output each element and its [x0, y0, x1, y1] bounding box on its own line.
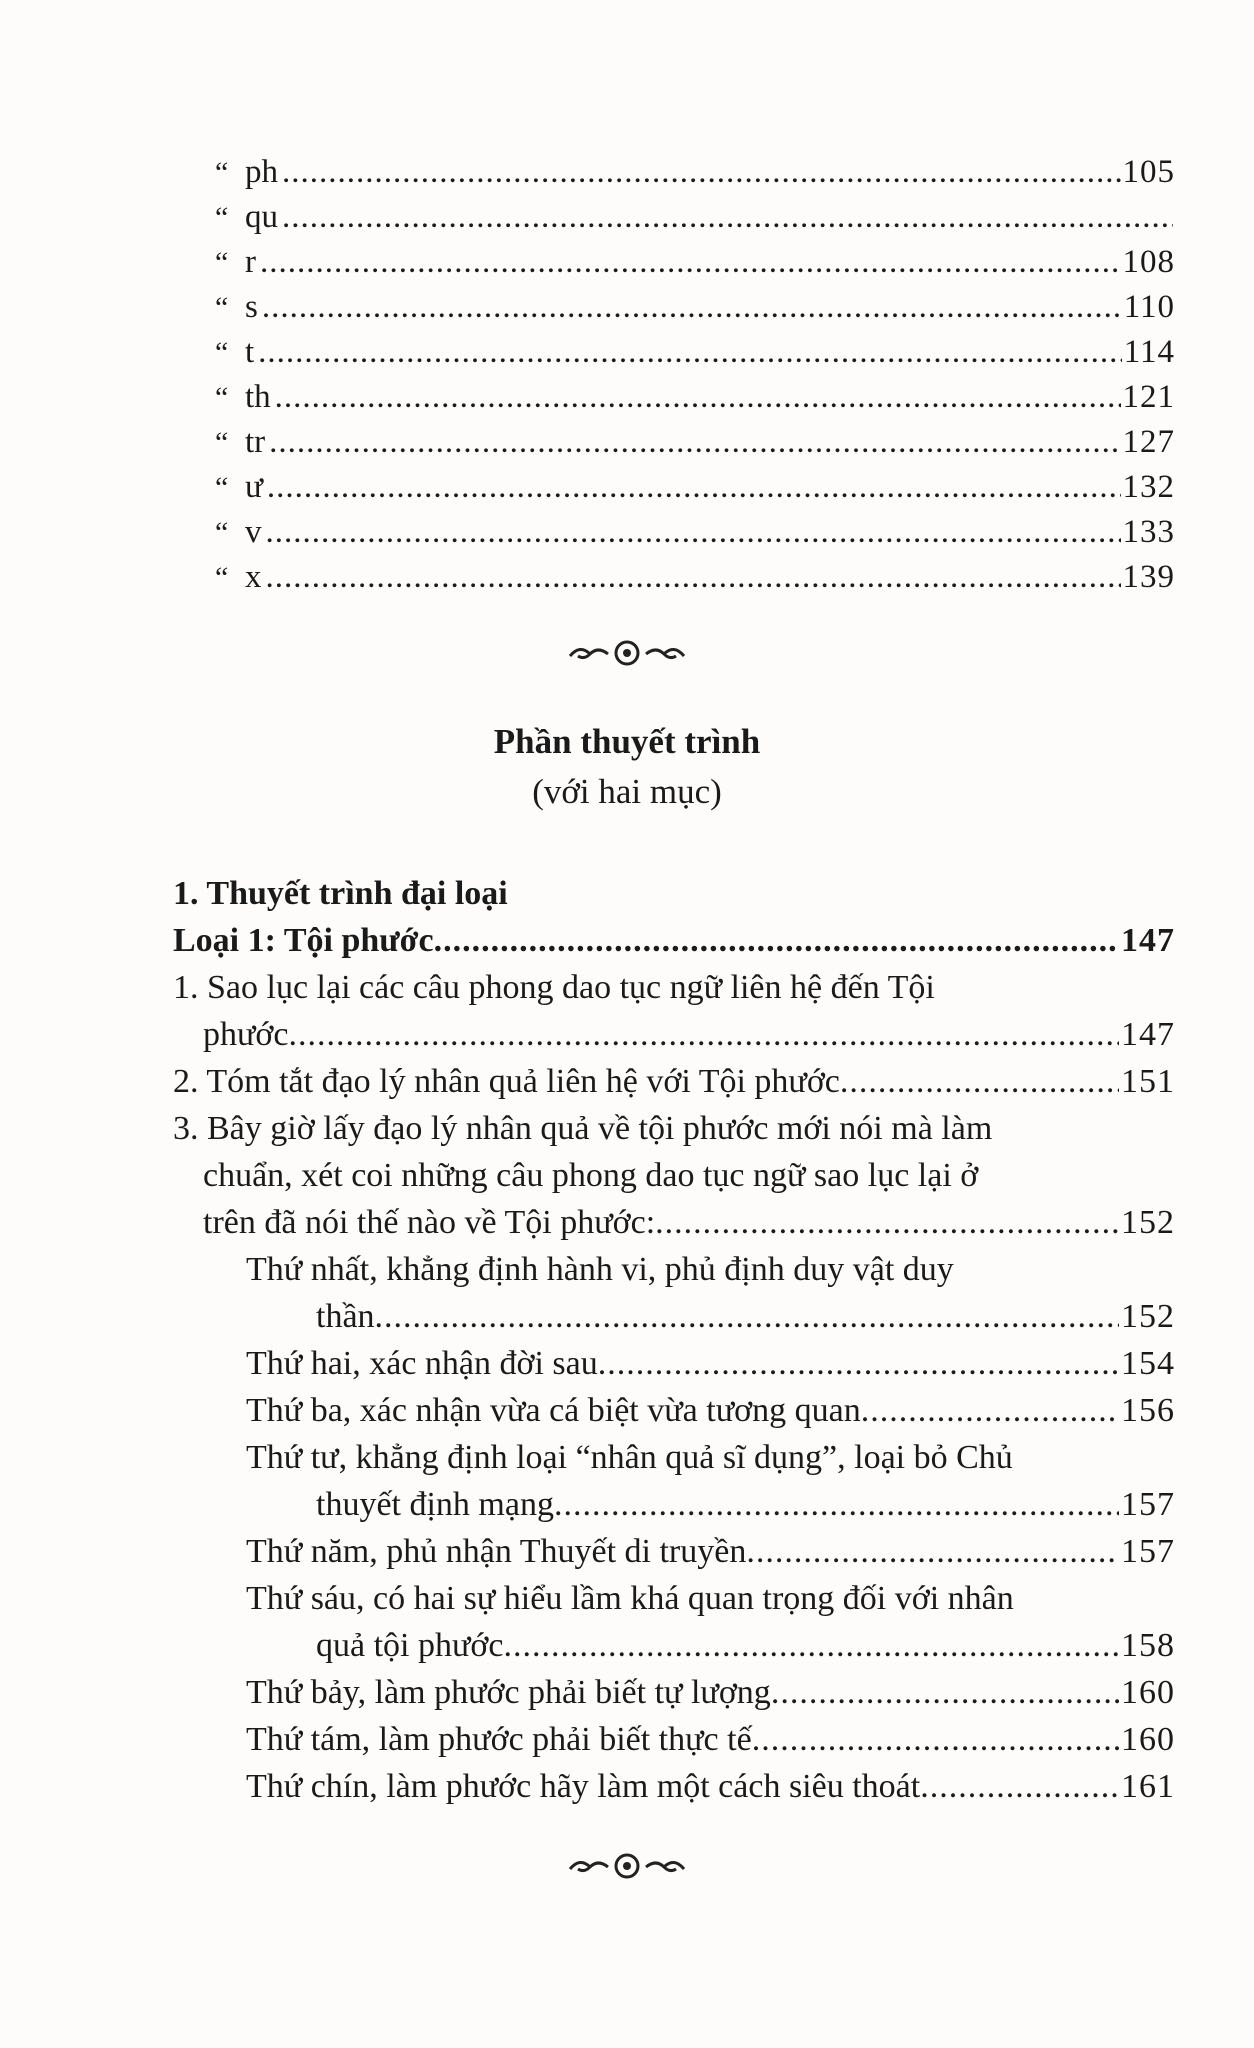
dot-leader [554, 1481, 1119, 1528]
page-number: 105 [1122, 154, 1175, 190]
dot-leader [275, 375, 1121, 420]
dot-leader [861, 1387, 1119, 1434]
table-of-contents [173, 870, 1175, 1810]
dot-leader [434, 917, 1119, 964]
toc-line: Thứ hai, xác nhận đời sau ..... 154 [173, 1340, 1175, 1387]
toc-line: thần ..... 152 [173, 1293, 1175, 1340]
index-letter: t [245, 334, 255, 370]
index-letter: r [245, 244, 256, 280]
dot-leader [920, 1763, 1119, 1810]
page-number: 121 [1122, 379, 1175, 415]
page-number: 152 [1121, 1298, 1175, 1335]
quote-mark: “ [215, 426, 229, 459]
toc-line: Thứ năm, phủ nhận Thuyết di truyền ..... 157 [173, 1528, 1175, 1575]
dot-leader [746, 1528, 1119, 1575]
toc-line: 3. Bây giờ lấy đạo lý nhân quả về tội phước mới nói mà làm [173, 1110, 993, 1147]
index-entry [215, 330, 1175, 375]
toc-line: quả tội phước ..... 158 [173, 1622, 1175, 1669]
index-entry [215, 420, 1175, 465]
page-number: 158 [1121, 1627, 1175, 1664]
toc-line: 1. Sao lục lại các câu phong dao tục ngữ liên hệ đến Tội [173, 969, 935, 1006]
index-letter: qu [245, 199, 278, 235]
toc-line: phước ..... 147 [173, 1011, 1175, 1058]
page-number: 157 [1121, 1533, 1175, 1570]
index-entry [215, 285, 1175, 330]
page-number: 114 [1123, 334, 1175, 370]
dot-leader [289, 1011, 1120, 1058]
toc-line: Thứ bảy, làm phước phải biết tự lượng ..... 160 [173, 1669, 1175, 1716]
dot-leader [282, 195, 1173, 240]
page-number: 133 [1122, 514, 1175, 550]
dot-leader [840, 1058, 1119, 1105]
quote-mark: “ [215, 246, 229, 279]
dot-leader [258, 330, 1122, 375]
index-letter: x [245, 559, 262, 595]
dot-leader [269, 420, 1120, 465]
toc-line: thuyết định mạng ..... 157 [173, 1481, 1175, 1528]
toc-line: Thứ nhất, khẳng định hành vi, phủ định duy vật duy [246, 1251, 954, 1288]
toc-heading: 1. Thuyết trình đại loại [173, 875, 508, 912]
section-title: Phần thuyết trình [493, 722, 761, 761]
index-letter: ph [245, 154, 278, 190]
dot-leader [260, 240, 1121, 285]
page-number: 108 [1122, 244, 1175, 280]
page-number: 156 [1121, 1392, 1175, 1429]
quote-mark: “ [215, 201, 229, 234]
index-entry [215, 510, 1175, 555]
dot-leader [375, 1293, 1119, 1340]
index-letter: s [245, 289, 258, 325]
toc-label: Loại 1: Tội phước [173, 922, 434, 959]
page-number: 152 [1121, 1204, 1175, 1241]
page-number: 110 [1123, 289, 1175, 325]
index-entry [215, 465, 1175, 510]
dot-leader [262, 285, 1122, 330]
floral-ornament-icon [0, 632, 1254, 670]
page-number: 160 [1121, 1674, 1175, 1711]
quote-mark: “ [215, 156, 229, 189]
quote-mark: “ [215, 336, 229, 369]
toc-line: trên đã nói thế nào về Tội phước: ..... 152 [173, 1199, 1175, 1246]
page-number: 147 [1121, 922, 1175, 959]
page-number: 160 [1121, 1721, 1175, 1758]
index-letter: ư [245, 469, 263, 505]
index-entry [215, 195, 1175, 240]
dot-leader [267, 465, 1121, 510]
dot-leader [266, 555, 1121, 600]
dot-leader [282, 150, 1121, 195]
toc-line: 2. Tóm tắt đạo lý nhân quả liên hệ với Tội phước ..... 151 [173, 1058, 1175, 1105]
index-entry [215, 375, 1175, 420]
index-letter: v [245, 514, 262, 550]
toc-line: Thứ chín, làm phước hãy làm một cách siêu thoát ..... 161 [173, 1763, 1175, 1810]
index-entry [215, 150, 1175, 195]
quote-mark: “ [215, 381, 229, 414]
page-number: 139 [1122, 559, 1175, 595]
dot-leader [598, 1340, 1119, 1387]
quote-mark: “ [215, 561, 229, 594]
section-subtitle: (với hai mục) [532, 772, 722, 811]
dot-leader [503, 1622, 1119, 1669]
quote-mark: “ [215, 516, 229, 549]
dot-leader [771, 1669, 1119, 1716]
index-entry [215, 240, 1175, 285]
dot-leader [266, 510, 1121, 555]
floral-ornament-icon [0, 1845, 1254, 1883]
quote-mark: “ [215, 471, 229, 504]
page-number: 147 [1121, 1016, 1175, 1053]
page-number: 157 [1121, 1486, 1175, 1523]
toc-line: Thứ tám, làm phước phải biết thực tế ..... 160 [173, 1716, 1175, 1763]
page-number: 127 [1122, 424, 1175, 460]
page-number: 132 [1122, 469, 1175, 505]
index-letter: tr [245, 424, 266, 460]
toc-line: chuẩn, xét coi những câu phong dao tục ngữ sao lục lại ở [203, 1157, 979, 1194]
alphabet-index-list [215, 150, 1175, 600]
index-letter: th [245, 379, 271, 415]
toc-category [173, 917, 1175, 964]
page-number: 161 [1121, 1768, 1175, 1805]
toc-line: Thứ tư, khẳng định loại “nhân quả sĩ dụng”, loại bỏ Chủ [246, 1439, 1013, 1476]
quote-mark: “ [215, 291, 229, 324]
toc-line: Thứ sáu, có hai sự hiểu lầm khá quan trọng đối với nhân [246, 1580, 1014, 1617]
page-number: 151 [1121, 1063, 1175, 1100]
dot-leader [655, 1199, 1119, 1246]
index-entry [215, 555, 1175, 600]
dot-leader [752, 1716, 1119, 1763]
page-number: 154 [1121, 1345, 1175, 1382]
toc-line: Thứ ba, xác nhận vừa cá biệt vừa tương quan ..... 156 [173, 1387, 1175, 1434]
